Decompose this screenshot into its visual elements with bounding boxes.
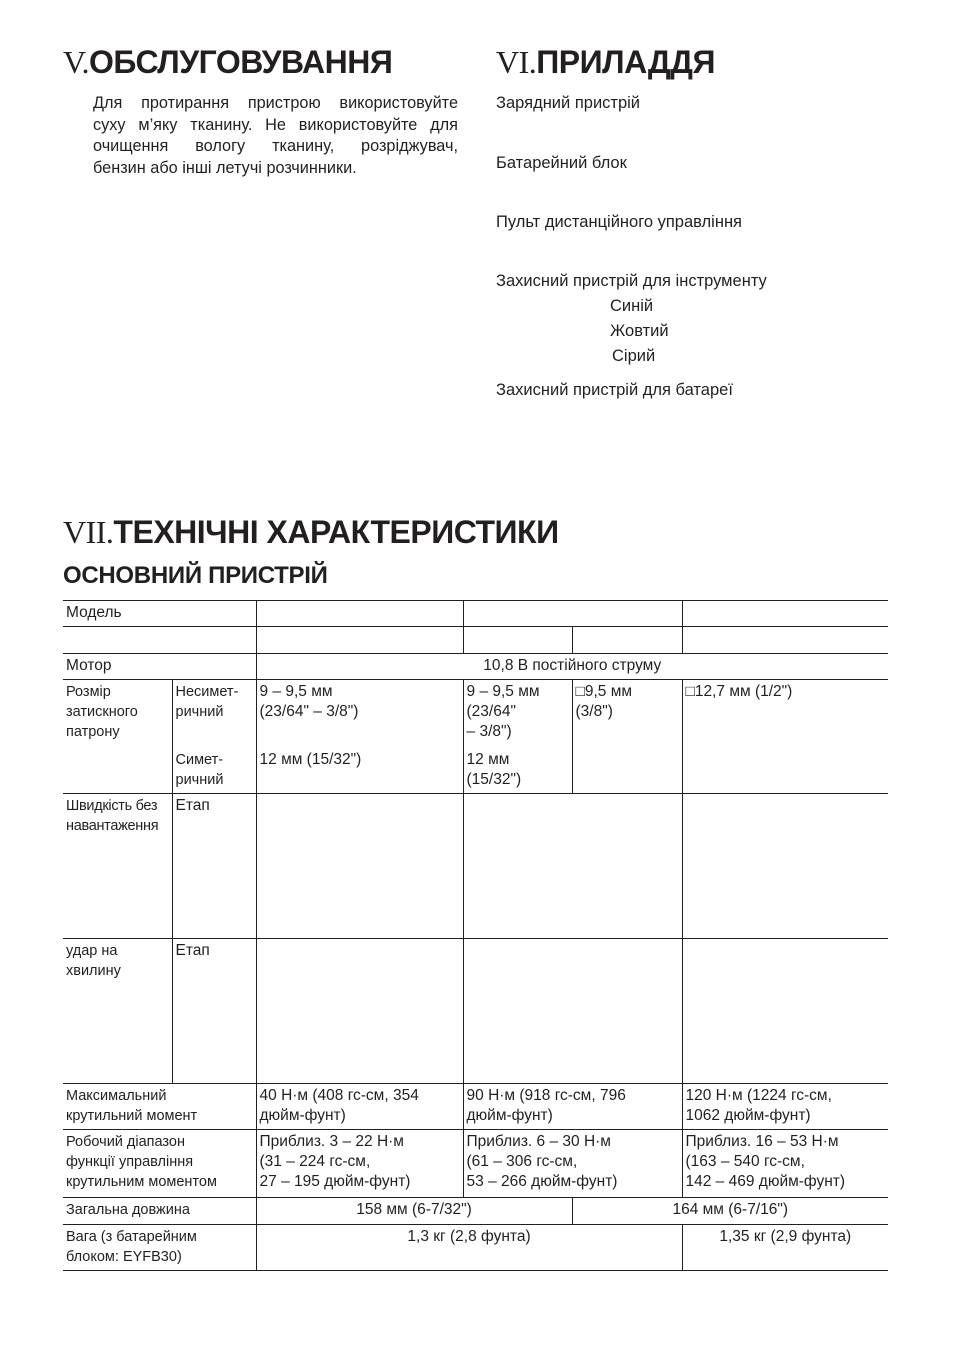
value-line: дюйм-фунт) bbox=[259, 1107, 346, 1124]
value-line: 142 – 469 дюйм-фунт) bbox=[685, 1173, 846, 1190]
range-col3 bbox=[682, 1130, 888, 1198]
blank-cell bbox=[256, 794, 463, 939]
torque-label-line: Максимальний bbox=[66, 1088, 167, 1104]
value-line: дюйм-фунт) bbox=[466, 1107, 553, 1124]
value-line: 120 Н·м (1224 гс-см, bbox=[685, 1087, 832, 1104]
table-row bbox=[63, 680, 888, 748]
range-label bbox=[63, 1130, 256, 1198]
maintenance-title: ОБСЛУГОВУВАННЯ bbox=[88, 44, 393, 80]
bpm-stage: Етап bbox=[172, 939, 256, 1084]
specs-heading bbox=[63, 514, 559, 551]
model-label: Модель bbox=[63, 601, 256, 627]
model-cell bbox=[256, 601, 463, 627]
chuck-asym-col1 bbox=[256, 680, 463, 748]
value-line: (23/64" bbox=[466, 703, 516, 720]
bpm-label-line: удар на bbox=[66, 943, 118, 959]
chuck-label-line: затискного bbox=[66, 704, 138, 720]
accessory-color-yellow: Жовтий bbox=[610, 322, 669, 340]
chuck-label-line: патрону bbox=[66, 724, 120, 740]
value-line: 53 – 266 дюйм-фунт) bbox=[466, 1173, 618, 1190]
table-row bbox=[63, 601, 888, 627]
weight-value-a: 1,3 кг (2,8 фунта) bbox=[256, 1225, 682, 1271]
maintenance-heading bbox=[63, 44, 392, 81]
range-col1 bbox=[256, 1130, 463, 1198]
specs-title: ТЕХНІЧНІ ХАРАКТЕРИСТИКИ bbox=[113, 514, 559, 550]
accessory-color-grey: Сірий bbox=[612, 347, 656, 365]
sym-label-line: Симет- bbox=[175, 751, 224, 768]
weight-value-b: 1,35 кг (2,9 фунта) bbox=[682, 1225, 888, 1271]
table-row bbox=[63, 1130, 888, 1198]
asym-label-line: Несимет- bbox=[175, 684, 239, 700]
blank-cell bbox=[682, 794, 888, 939]
value-line: 1062 дюйм-фунт) bbox=[685, 1107, 811, 1124]
specs-subtitle: ОСНОВНИЙ ПРИСТРІЙ bbox=[63, 562, 328, 589]
value-line: (15/32") bbox=[466, 770, 522, 788]
chuck-label-line: Розмір bbox=[66, 684, 111, 700]
table-row bbox=[63, 1084, 888, 1130]
value-line: Приблиз. 6 – 30 Н·м bbox=[466, 1133, 611, 1150]
weight-label bbox=[63, 1225, 256, 1271]
table-row bbox=[63, 794, 888, 939]
torque-col2 bbox=[463, 1084, 682, 1130]
value-line: 9 – 9,5 мм bbox=[259, 683, 333, 700]
accessory-color-blue: Синій bbox=[610, 297, 654, 315]
range-col2 bbox=[463, 1130, 682, 1198]
blank-cell bbox=[682, 627, 888, 654]
torque-col1 bbox=[256, 1084, 463, 1130]
blank-cell bbox=[256, 627, 463, 654]
torque-label bbox=[63, 1084, 256, 1130]
accessory-charger: Зарядний пристрій bbox=[496, 94, 641, 112]
value-line: 12 мм bbox=[466, 750, 510, 768]
table-row bbox=[63, 939, 888, 1084]
value-line: – 3/8") bbox=[466, 723, 512, 740]
value-line: 40 Н·м (408 гс-см, 354 bbox=[259, 1087, 419, 1104]
value-line: □12,7 мм (1/2") bbox=[685, 683, 793, 700]
range-label-line: крутильним моментом bbox=[66, 1174, 217, 1190]
maintenance-line: суху м’яку тканину. Не використовуйте для bbox=[93, 115, 458, 134]
blank-cell bbox=[463, 939, 682, 1084]
value-line: (31 – 224 гс-см, bbox=[259, 1153, 371, 1170]
blank-cell bbox=[572, 627, 682, 654]
blank-cell bbox=[463, 794, 682, 939]
value-line: 27 – 195 дюйм-фунт) bbox=[259, 1173, 411, 1190]
table-row bbox=[63, 1198, 888, 1225]
accessory-remote: Пульт дистанційного управління bbox=[496, 213, 742, 231]
value-line: 9 – 9,5 мм bbox=[466, 683, 540, 700]
noload-stage: Етап bbox=[172, 794, 256, 939]
blank-cell bbox=[682, 939, 888, 1084]
model-cell bbox=[463, 601, 682, 627]
value-line: 12 мм (15/32") bbox=[259, 750, 362, 768]
weight-label-line: Вага (з батарейним bbox=[66, 1229, 197, 1245]
accessories-numeral: VI. bbox=[496, 44, 537, 80]
value-line: Приблиз. 3 – 22 Н·м bbox=[259, 1133, 404, 1150]
value-line: (23/64" – 3/8") bbox=[259, 703, 359, 720]
chuck-asym-col2a bbox=[463, 680, 572, 748]
blank-cell bbox=[63, 627, 256, 654]
value-line: (61 – 306 гс-см, bbox=[466, 1153, 578, 1170]
sym-label bbox=[172, 748, 256, 794]
motor-value: 10,8 В постійного струму bbox=[256, 654, 888, 680]
accessories-title: ПРИЛАДДЯ bbox=[536, 44, 715, 80]
maintenance-line: бензин або інші летучі розчинники. bbox=[93, 158, 357, 177]
length-label: Загальна довжина bbox=[63, 1198, 256, 1225]
noload-label bbox=[63, 794, 172, 939]
sym-label-line: ричний bbox=[175, 771, 224, 788]
value-line: (163 – 540 гс-см, bbox=[685, 1153, 805, 1170]
specs-numeral: VII. bbox=[63, 514, 114, 550]
asym-label-line: ричний bbox=[175, 704, 224, 720]
maintenance-numeral: V. bbox=[63, 44, 89, 80]
noload-label-line: навантаження bbox=[66, 818, 159, 834]
spec-table bbox=[63, 600, 888, 1271]
maintenance-line: Для протирання пристрою використовуйте bbox=[93, 94, 458, 112]
range-label-line: функції управління bbox=[66, 1154, 194, 1170]
chuck-label bbox=[63, 680, 172, 794]
noload-label-line: Швидкість без bbox=[66, 798, 158, 814]
bpm-label bbox=[63, 939, 172, 1084]
table-row bbox=[63, 627, 888, 654]
bpm-label-line: хвилину bbox=[66, 963, 121, 979]
accessory-battery: Батарейний блок bbox=[496, 154, 627, 172]
value-line: 90 Н·м (918 гс-см, 796 bbox=[466, 1087, 626, 1104]
table-row bbox=[63, 654, 888, 680]
chuck-asym-col2b bbox=[572, 680, 682, 794]
value-line: □9,5 мм bbox=[575, 683, 633, 700]
chuck-sym-col2a bbox=[463, 748, 572, 794]
torque-col3 bbox=[682, 1084, 888, 1130]
blank-cell bbox=[256, 939, 463, 1084]
accessories-heading bbox=[496, 44, 715, 81]
chuck-asym-col3 bbox=[682, 680, 888, 794]
blank-cell bbox=[463, 627, 572, 654]
table-row bbox=[63, 1225, 888, 1271]
value-line: Приблиз. 16 – 53 Н·м bbox=[685, 1133, 839, 1150]
accessory-tool-protector: Захисний пристрій для інструменту bbox=[496, 272, 767, 290]
length-value-b: 164 мм (6-7/16") bbox=[572, 1198, 888, 1225]
model-cell bbox=[682, 601, 888, 627]
asym-label bbox=[172, 680, 256, 748]
motor-label: Мотор bbox=[63, 654, 256, 680]
length-value-a: 158 мм (6-7/32") bbox=[256, 1198, 572, 1225]
torque-label-line: крутильний момент bbox=[66, 1108, 198, 1124]
maintenance-text bbox=[93, 93, 458, 179]
value-line: (3/8") bbox=[575, 703, 613, 720]
weight-label-line: блоком: EYFB30) bbox=[66, 1249, 182, 1265]
accessory-battery-protector: Захисний пристрій для батареї bbox=[496, 381, 733, 399]
range-label-line: Робочий діапазон bbox=[66, 1134, 185, 1150]
chuck-sym-col1 bbox=[256, 748, 463, 794]
maintenance-line: очищення вологу тканину, розріджувач, bbox=[93, 137, 458, 155]
